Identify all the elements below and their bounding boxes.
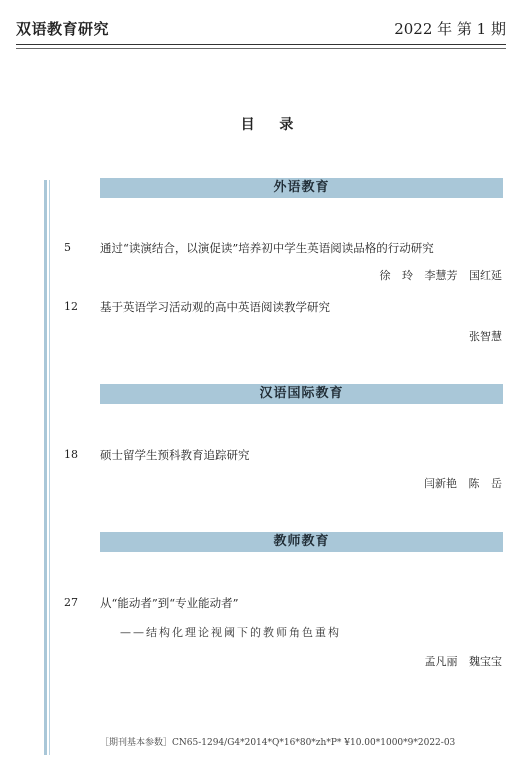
section-banner-foreign-language: 外语教育	[100, 178, 503, 198]
article-title[interactable]: 硕士留学生预科教育追踪研究	[100, 448, 250, 462]
section-banner-chinese-international: 汉语国际教育	[100, 384, 503, 404]
article-page-number: 12	[64, 300, 78, 313]
article-subtitle: ——结构化理论视阈下的教师角色重构	[120, 626, 341, 639]
header-rule-thick	[16, 44, 506, 45]
journal-parameters: ［期刊基本参数］CN65-1294/G4*2014*Q*16*80*zh*P* ¥10.00*1000*9*2022-03	[100, 738, 456, 748]
article-authors: 徐 玲 李慧芳 国红延	[379, 269, 502, 282]
article-page-number: 18	[64, 448, 78, 461]
section-banner-teacher-education: 教师教育	[100, 532, 503, 552]
article-page-number: 5	[64, 241, 71, 254]
article-authors: 闫新艳 陈 岳	[424, 477, 502, 490]
decorative-bar-thin	[49, 180, 50, 755]
issue-number: 2022 年 第 1 期	[394, 20, 506, 38]
article-title[interactable]: 通过“读演结合，以演促读”培养初中学生英语阅读品格的行动研究	[100, 241, 434, 255]
article-title[interactable]: 基于英语学习活动观的高中英语阅读教学研究	[100, 300, 330, 314]
journal-name: 双语教育研究	[16, 20, 110, 38]
article-authors: 张智慧	[469, 330, 502, 343]
decorative-bar	[44, 180, 47, 755]
header-rule-thin	[16, 48, 506, 49]
article-authors: 孟凡丽 魏宝宝	[424, 655, 502, 668]
page-header	[16, 18, 506, 42]
toc-title: 目 录	[240, 117, 304, 133]
article-title[interactable]: 从“能动者”到“专业能动者”	[100, 596, 239, 610]
article-page-number: 27	[64, 596, 78, 609]
